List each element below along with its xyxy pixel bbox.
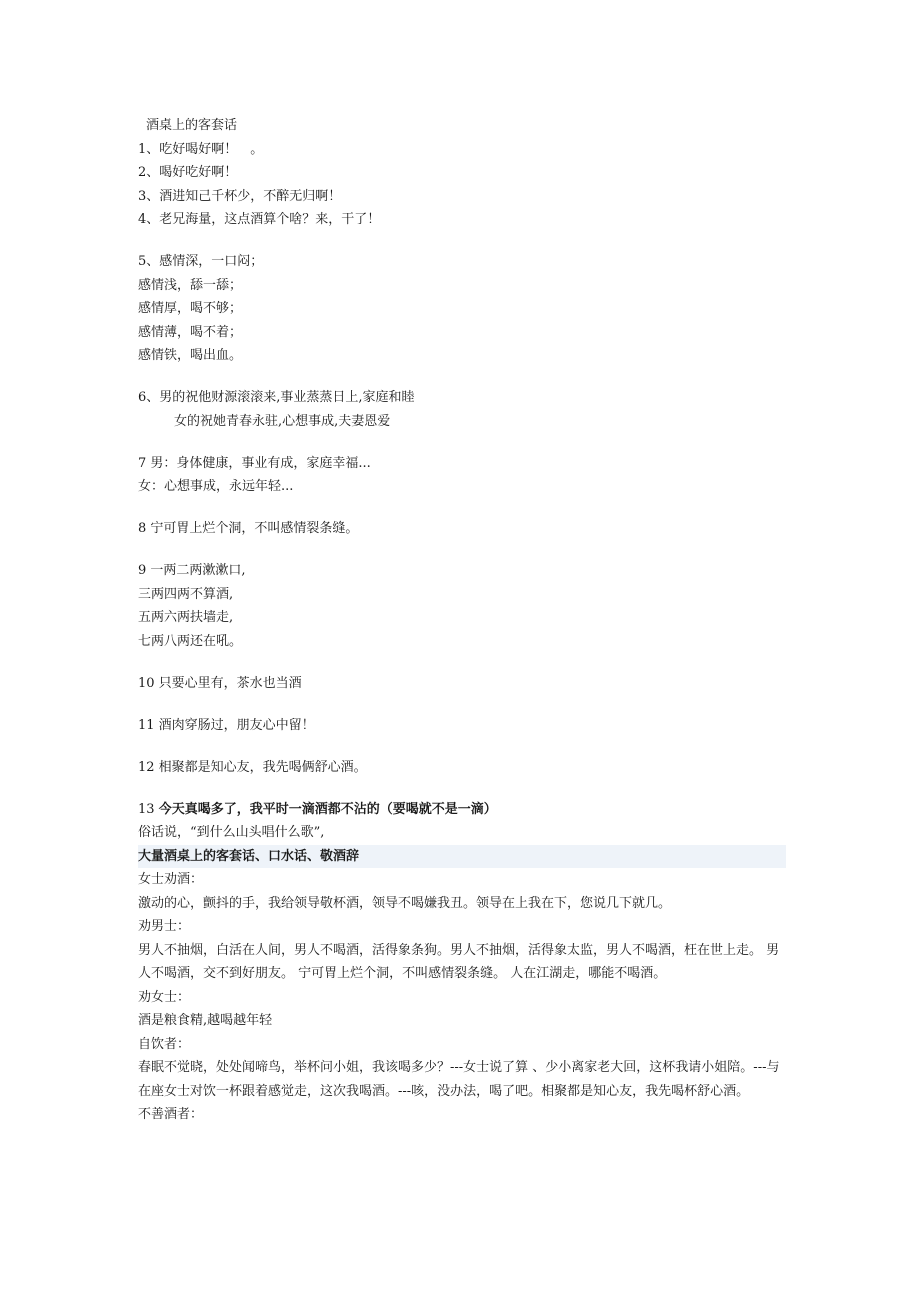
document-body [138,114,786,1127]
spacer [138,737,786,756]
list-item: 俗话说，“到什么山头唱什么歌”, [138,825,325,840]
spacer [138,541,786,560]
item-number: 13 [138,801,155,817]
paragraph: 酒是粮食精,越喝越年轻 [138,1013,273,1028]
section-label: 劝女士： [138,989,191,1005]
list-item: 11 酒肉穿肠过，朋友心中留！ [138,717,315,733]
spacer [138,779,786,798]
list-item: 5、感情深，一口闷； [138,254,264,269]
list-item: 8 宁可胃上烂个洞，不叫感情裂条缝。 [138,521,359,536]
list-item [138,798,786,822]
section-label: 自饮者： [138,1036,191,1052]
spacer [138,653,786,672]
list-item: 感情铁，喝出血。 [138,348,243,363]
spacer [138,433,786,452]
paragraph: 男人不抽烟，白活在人间，男人不喝酒，活得象条狗。男人不抽烟，活得象太监，男人不喝酒，枉在世上走。 男人不喝酒，交不到好朋友。 宁可胃上烂个洞，不叫感情裂条缝。 人在江湖走，哪能不喝酒。 [138,942,780,981]
spacer [138,695,786,714]
list-item: 五两六两扶墙走, [138,610,234,625]
list-item: 6、男的祝他财源滚滚来,事业蒸蒸日上,家庭和睦 [138,390,415,405]
document-title: 酒桌上的客套话 [146,118,238,133]
list-item: 3、酒进知己千杯少，不醉无归啊！ [138,188,342,204]
list-item: 女的祝她青春永驻,心想事成,夫妻恩爱 [174,413,391,429]
list-item: 感情薄，喝不着； [138,324,243,340]
spacer [138,232,786,251]
section-label: 劝男士： [138,919,191,934]
spacer [138,368,786,387]
list-item: 12 相聚都是知心友，我先喝俩舒心酒。 [138,759,367,775]
paragraph: 春眠不觉晓，处处闻啼鸟，举杯问小姐，我该喝多少？---女士说了算 、少小离家老大回，这杯我请小姐陪。---与在座女士对饮一杯跟着感觉走，这次我喝酒。---咳，没办法，喝了吧。相聚都是知心友，我先喝杯舒心酒。 [138,1060,780,1099]
bold-text: 今天真喝多了，我平时一滴酒都不沾的（要喝就不是一滴） [158,801,497,817]
list-item: 2、喝好吃好啊！ [138,165,238,180]
list-item: 1、吃好喝好啊！ 。 [138,141,264,157]
list-item: 三两四两不算酒, [138,586,234,602]
section-label: 女士劝酒： [138,872,204,887]
list-item: 女：心想事成，永远年轻... [138,479,294,494]
list-item: 感情厚，喝不够； [138,301,243,316]
section-heading: 大量酒桌上的客套话、口水话、敬酒辞 [138,845,786,869]
section-label: 不善酒者： [138,1107,204,1122]
list-item: 10 只要心里有，茶水也当酒 [138,675,302,691]
list-item: 9 一两二两漱漱口, [138,563,246,578]
list-item: 7 男：身体健康，事业有成，家庭幸福... [138,455,371,471]
spacer [138,499,786,518]
list-item: 七两八两还在吼。 [138,633,243,649]
paragraph: 激动的心，颤抖的手，我给领导敬杯酒，领导不喝嫌我丑。领导在上我在下，您说几下就几。 [138,895,672,911]
list-item: 4、老兄海量，这点酒算个啥？来，干了！ [138,212,381,227]
list-item: 感情浅，舔一舔； [138,277,243,293]
